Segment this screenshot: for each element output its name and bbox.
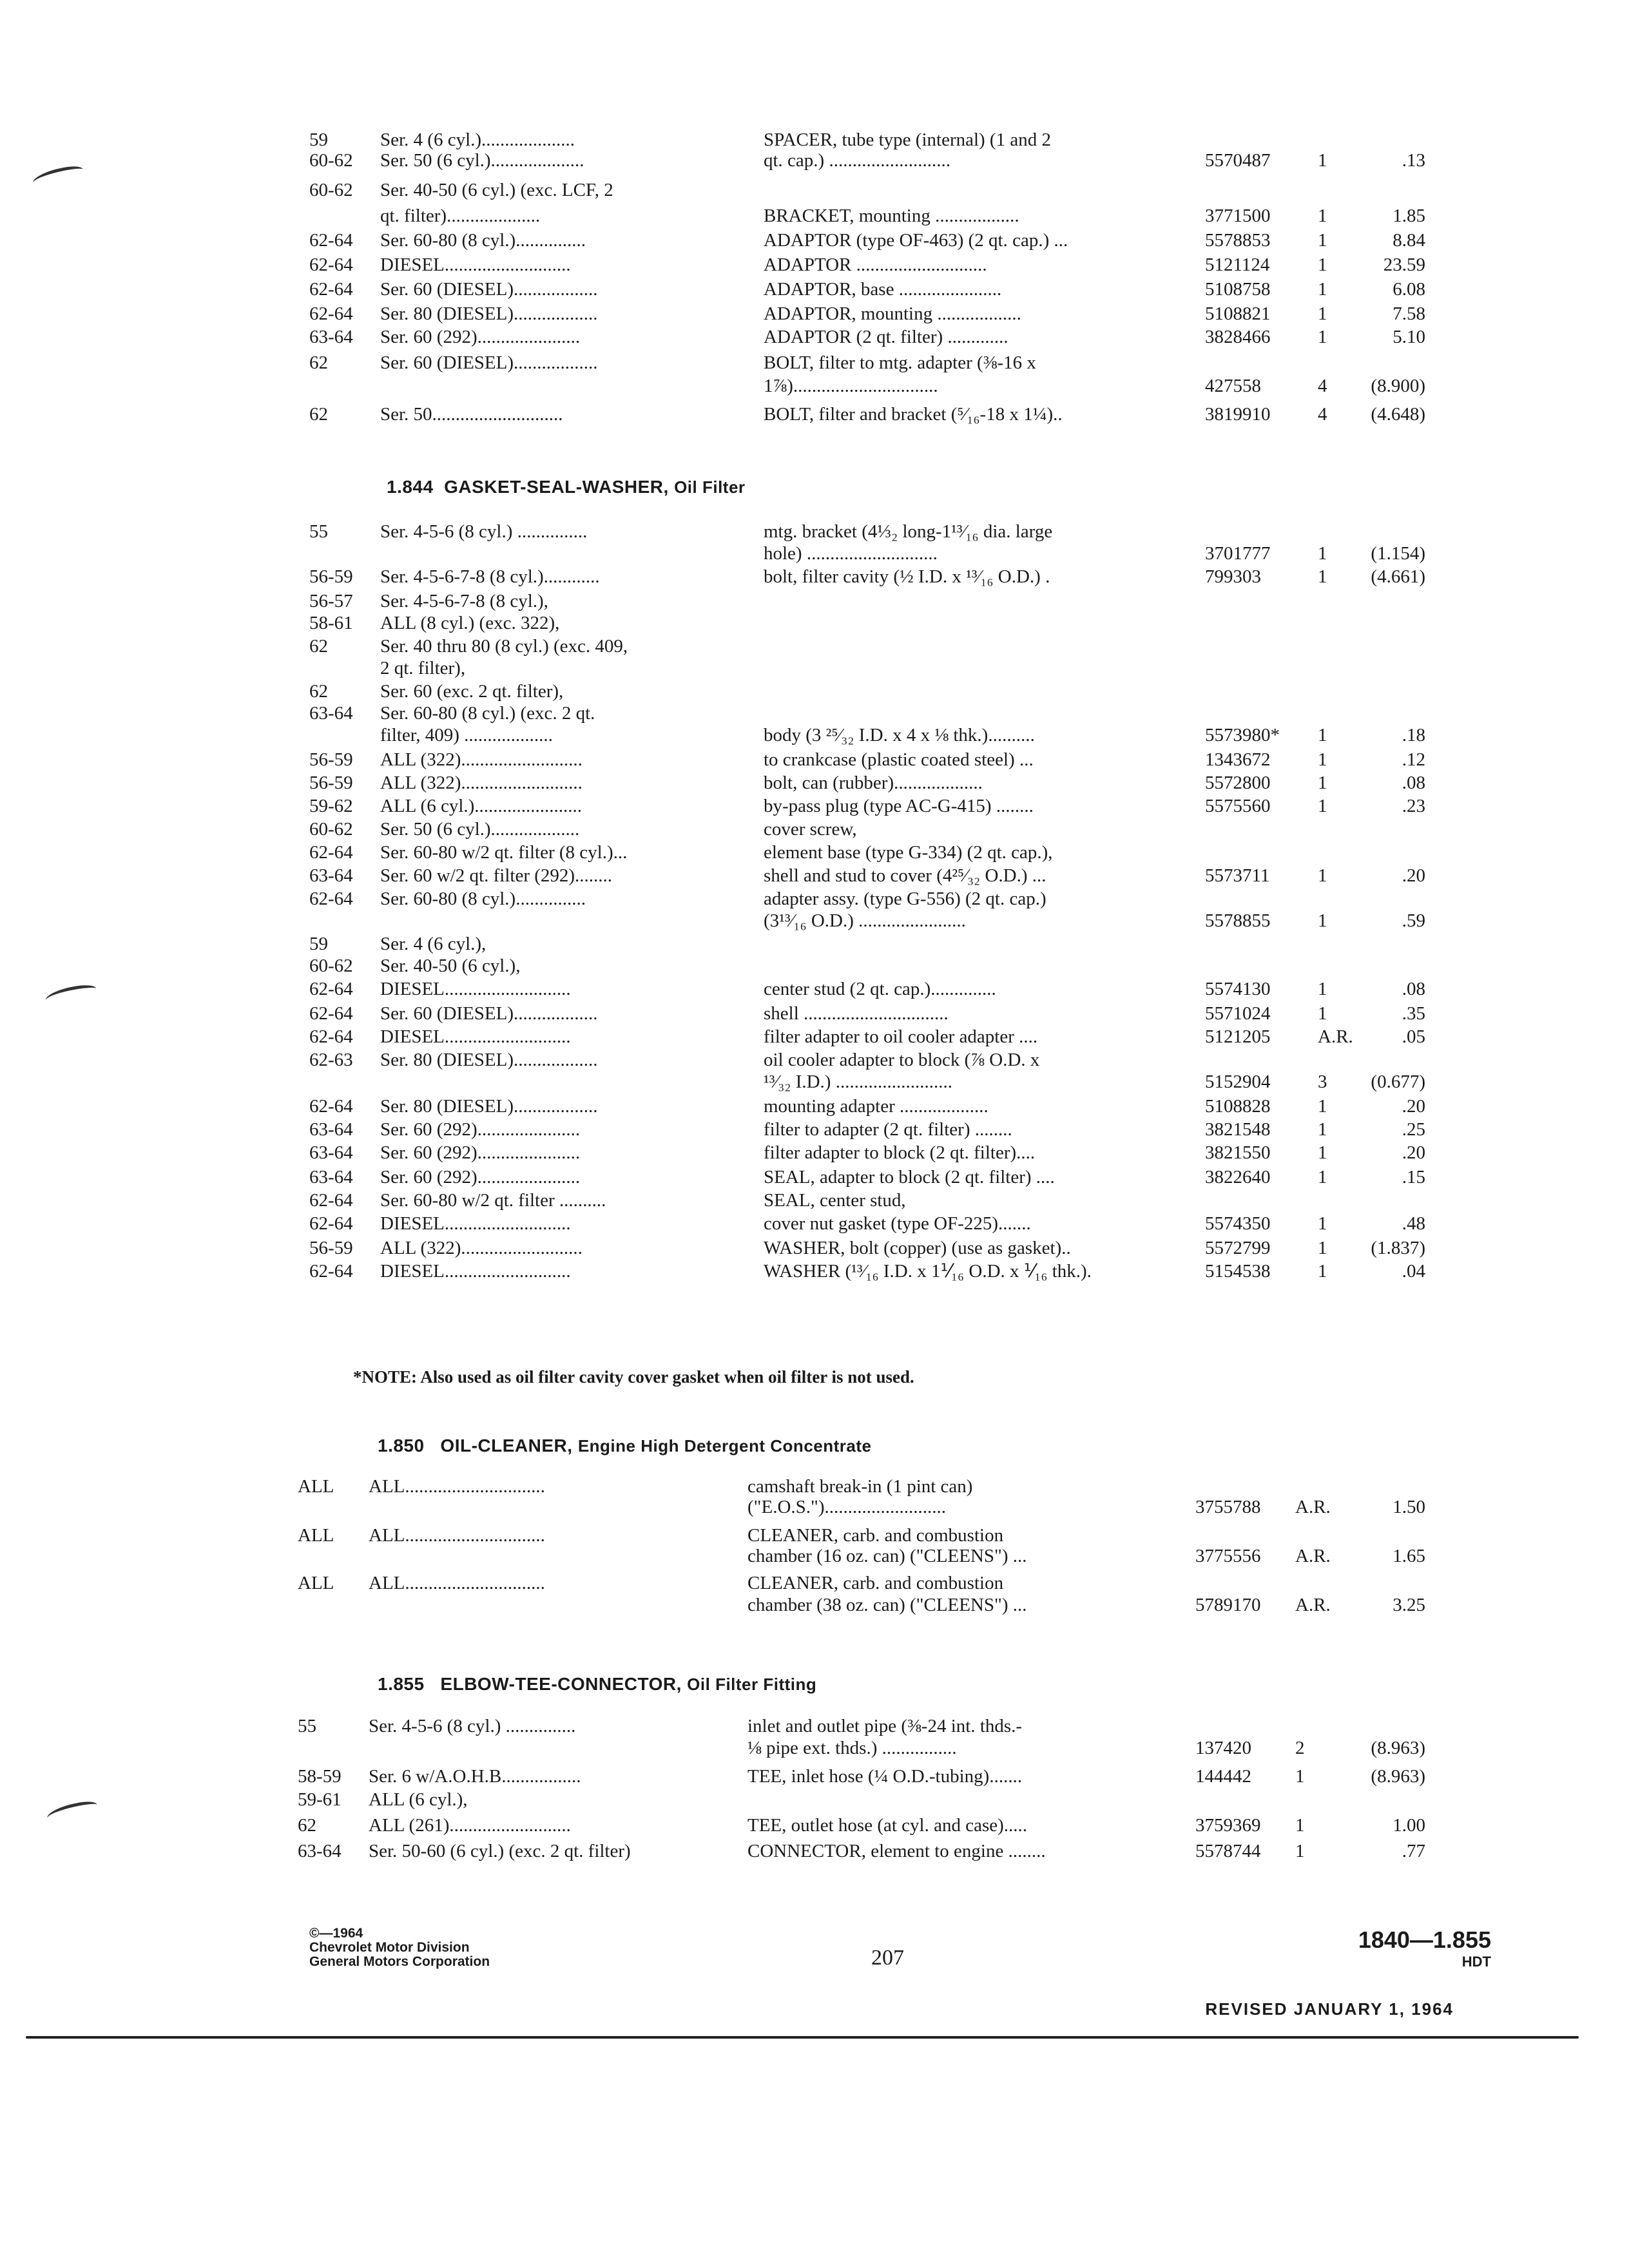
cell-description: mounting adapter ................... [764, 1096, 988, 1117]
cell-application: DIESEL........................... [380, 255, 571, 275]
cell-description: to crankcase (plastic coated steel) ... [764, 749, 1034, 770]
cell-price: 6.08 [1393, 279, 1425, 300]
cell-description: ADAPTOR, mounting .................. [764, 303, 1021, 324]
cell-qty: 1 [1318, 1213, 1327, 1234]
cell-year: 62-64 [309, 1213, 353, 1234]
cell-qty: 1 [1318, 1096, 1327, 1117]
cell-description: TEE, outlet hose (at cyl. and case)..... [747, 1815, 1028, 1836]
cell-part: 3755788 [1195, 1497, 1261, 1517]
cell-description: SPACER, tube type (internal) (1 and 2 [764, 130, 1051, 150]
cell-description: (3¹³⁄₁₆ O.D.) ....................... [764, 910, 966, 931]
cell-price: 7.58 [1393, 303, 1425, 324]
cell-application: Ser. 50-60 (6 cyl.) (exc. 2 qt. filter) [369, 1841, 631, 1861]
cell-qty: 1 [1318, 206, 1327, 226]
cell-year: 60-62 [309, 180, 353, 200]
cell-description: filter adapter to block (2 qt. filter).... [764, 1142, 1036, 1163]
cell-description: 1⅞)............................... [764, 376, 938, 396]
cell-description: oil cooler adapter to block (⅞ O.D. x [764, 1050, 1040, 1070]
copyright-line: Chevrolet Motor Division [309, 1940, 470, 1955]
cell-year: 63-64 [298, 1841, 342, 1861]
cell-price: .13 [1402, 150, 1425, 171]
copyright-block [309, 1927, 490, 1969]
cell-qty: 1 [1318, 773, 1327, 793]
cell-application: DIESEL........................... [380, 979, 571, 999]
cell-price: 1.85 [1393, 206, 1425, 226]
cell-price: 8.84 [1393, 230, 1425, 251]
cell-year: 62-64 [309, 842, 353, 863]
cell-qty: 1 [1318, 796, 1327, 816]
cell-description: shell ............................... [764, 1003, 949, 1024]
cell-application: Ser. 60 (292)...................... [380, 1142, 581, 1163]
section-number: 1.850 [378, 1436, 425, 1456]
cell-part: 5152904 [1205, 1072, 1271, 1092]
cell-application: Ser. 60 (292)...................... [380, 327, 581, 347]
cell-year: 55 [309, 521, 328, 542]
cell-year: 56-59 [309, 773, 353, 793]
cell-application: Ser. 60-80 (8 cyl.)............... [380, 230, 586, 251]
cell-description: hole) ............................ [764, 543, 938, 564]
cell-year: 62 [309, 681, 328, 702]
cell-description: bolt, filter cavity (½ I.D. x ¹³⁄₁₆ O.D.) . [764, 566, 1050, 587]
cell-year: 60-62 [309, 956, 353, 976]
cell-description: qt. cap.) .......................... [764, 150, 950, 171]
cell-price: .08 [1402, 979, 1425, 999]
section-title: ELBOW-TEE-CONNECTOR, [440, 1674, 682, 1694]
cell-description: chamber (38 oz. can) ("CLEENS") ... [747, 1595, 1027, 1615]
section-number: 1.855 [378, 1674, 425, 1694]
cell-year: 63-64 [309, 703, 353, 724]
cell-application: Ser. 60-80 (8 cyl.)............... [380, 889, 586, 909]
cell-price: (1.154) [1371, 543, 1425, 564]
cell-price: (8.900) [1371, 376, 1425, 396]
cell-price: .08 [1402, 773, 1425, 793]
cell-application: Ser. 4 (6 cyl.), [380, 934, 487, 954]
section-1855-heading [378, 1674, 816, 1695]
cell-application: DIESEL........................... [380, 1213, 571, 1234]
cell-price: 3.25 [1393, 1595, 1425, 1615]
cell-qty: 1 [1318, 255, 1327, 275]
cell-qty: 1 [1318, 1167, 1327, 1187]
section-subtitle: Oil Filter [674, 477, 746, 497]
cell-qty: 1 [1318, 1003, 1327, 1024]
cell-description: ("E.O.S.").......................... [747, 1497, 947, 1517]
cell-qty: A.R. [1295, 1595, 1331, 1615]
section-range-block [1358, 1927, 1491, 1970]
cell-part: 5574350 [1205, 1213, 1271, 1234]
cell-year: 59-61 [298, 1789, 342, 1810]
cell-application: Ser. 60-80 w/2 qt. filter (8 cyl.)... [380, 842, 628, 863]
cell-application: qt. filter).................... [380, 206, 541, 226]
cell-application: filter, 409) ................... [380, 725, 553, 745]
cell-year: 59-62 [309, 796, 353, 816]
cell-application: Ser. 40-50 (6 cyl.), [380, 956, 521, 976]
cell-qty: 1 [1318, 303, 1327, 324]
cell-application: DIESEL........................... [380, 1026, 571, 1047]
cell-part: 5578744 [1195, 1841, 1261, 1861]
cell-year: ALL [298, 1476, 334, 1497]
cell-description: BOLT, filter and bracket (⁵⁄₁₆-18 x 1¼).. [764, 404, 1063, 425]
cell-price: 1.00 [1393, 1815, 1425, 1836]
section-subtitle: Oil Filter Fitting [687, 1675, 817, 1694]
cell-application: Ser. 4-5-6-7-8 (8 cyl.)............ [380, 566, 600, 587]
cell-part: 3821550 [1205, 1142, 1271, 1163]
cell-description: chamber (16 oz. can) ("CLEENS") ... [747, 1546, 1027, 1566]
cell-year: 62-64 [309, 1096, 353, 1117]
cell-description: center stud (2 qt. cap.).............. [764, 979, 996, 999]
section-number: 1.844 [387, 477, 434, 497]
cell-year: ALL [298, 1573, 334, 1593]
cell-year: 63-64 [309, 1142, 353, 1163]
cell-year: 62-64 [309, 889, 353, 909]
cell-description: filter to adapter (2 qt. filter) ........ [764, 1119, 1012, 1140]
cell-qty: A.R. [1318, 1026, 1353, 1047]
cell-qty: 2 [1295, 1738, 1305, 1758]
cell-part: 5108828 [1205, 1096, 1271, 1117]
cell-description: ADAPTOR (type OF-463) (2 qt. cap.) ... [764, 230, 1068, 251]
cell-application: ALL (322).......................... [380, 773, 583, 793]
cell-qty: A.R. [1295, 1497, 1331, 1517]
cell-part: 5121124 [1205, 255, 1270, 275]
cell-year: 60-62 [309, 150, 353, 171]
cell-application: ALL (261).......................... [369, 1815, 571, 1836]
cell-application: ALL.............................. [369, 1573, 545, 1593]
cell-description: CLEANER, carb. and combustion [747, 1573, 1004, 1593]
cell-application: ALL (6 cyl.)....................... [380, 796, 583, 816]
cell-part: 144442 [1195, 1766, 1251, 1787]
cell-qty: 1 [1295, 1815, 1305, 1836]
cell-part: 5578855 [1205, 910, 1271, 931]
cell-part: 799303 [1205, 566, 1261, 587]
cell-qty: 1 [1318, 566, 1327, 587]
bottom-rule [26, 2036, 1579, 2039]
copyright-line: General Motors Corporation [309, 1954, 490, 1969]
cell-application: Ser. 50 (6 cyl.).................... [380, 150, 584, 171]
cell-price: .04 [1402, 1261, 1425, 1282]
cell-description: TEE, inlet hose (¼ O.D.-tubing)....... [747, 1766, 1023, 1787]
cell-description: SEAL, center stud, [764, 1190, 906, 1211]
cell-description: cover screw, [764, 819, 857, 840]
cell-description: ADAPTOR, base ...................... [764, 279, 1002, 300]
cell-year: 62-64 [309, 1261, 353, 1282]
cell-description: bolt, can (rubber)................... [764, 773, 983, 793]
cell-price: .59 [1402, 910, 1425, 931]
cell-part: 5575560 [1205, 796, 1271, 816]
cell-year: 62 [298, 1815, 316, 1836]
cell-year: 56-59 [309, 1238, 353, 1258]
cell-year: 62-64 [309, 979, 353, 999]
cell-part: 5154538 [1205, 1261, 1271, 1282]
cell-part: 3819910 [1205, 404, 1271, 425]
cell-description: ¹³⁄₃₂ I.D.) ......................... [764, 1072, 952, 1092]
cell-year: 59 [309, 130, 328, 150]
cell-application: Ser. 60 (DIESEL).................. [380, 279, 598, 300]
cell-year: 62-64 [309, 279, 353, 300]
cell-application: ALL (322).......................... [380, 1238, 583, 1258]
cell-price: 5.10 [1393, 327, 1425, 347]
cell-year: 62-64 [309, 1026, 353, 1047]
cell-part: 5573711 [1205, 865, 1270, 886]
footnote: *NOTE: Also used as oil filter cavity cover gasket when oil filter is not used. [353, 1367, 914, 1387]
cell-qty: 1 [1295, 1766, 1305, 1787]
cell-application: ALL (6 cyl.), [369, 1789, 468, 1810]
cell-year: 62 [309, 404, 328, 425]
section-1844-heading [387, 477, 746, 497]
cell-application: Ser. 60-80 (8 cyl.) (exc. 2 qt. [380, 703, 595, 724]
cell-qty: 1 [1318, 230, 1327, 251]
cell-qty: 1 [1318, 1261, 1327, 1282]
cell-part: 3828466 [1205, 327, 1271, 347]
cell-qty: 1 [1318, 865, 1327, 886]
cell-application: Ser. 50 (6 cyl.)................... [380, 819, 580, 840]
binder-mark [45, 1799, 99, 1824]
cell-application: Ser. 60 (292)...................... [380, 1167, 581, 1187]
cell-price: 1.65 [1393, 1546, 1425, 1566]
cell-description: camshaft break-in (1 pint can) [747, 1476, 973, 1497]
cell-application: Ser. 80 (DIESEL).................. [380, 1096, 598, 1117]
cell-year: 59 [309, 934, 328, 954]
binder-mark [31, 164, 84, 189]
cell-price: (4.661) [1371, 566, 1425, 587]
cell-part: 5573980* [1205, 725, 1280, 745]
cell-price: (8.963) [1371, 1766, 1425, 1787]
cell-application: Ser. 40-50 (6 cyl.) (exc. LCF, 2 [380, 180, 613, 200]
cell-part: 427558 [1205, 376, 1261, 396]
cell-qty: 1 [1318, 910, 1327, 931]
cell-price: .20 [1402, 1142, 1425, 1163]
cell-year: 56-59 [309, 566, 353, 587]
cell-description: BOLT, filter to mtg. adapter (⅜-16 x [764, 352, 1036, 373]
cell-qty: 1 [1318, 749, 1327, 770]
cell-description: inlet and outlet pipe (⅜-24 int. thds.- [747, 1716, 1023, 1736]
cell-year: 56-59 [309, 749, 353, 770]
cell-part: 3822640 [1205, 1167, 1271, 1187]
cell-year: 58-59 [298, 1766, 342, 1787]
cell-qty: 1 [1318, 1238, 1327, 1258]
cell-description: filter adapter to oil cooler adapter .... [764, 1026, 1038, 1047]
cell-application: Ser. 4 (6 cyl.).................... [380, 130, 575, 150]
cell-year: 62-64 [309, 230, 353, 251]
cell-year: 62-64 [309, 1190, 353, 1211]
cell-price: .23 [1402, 796, 1425, 816]
cell-qty: 1 [1318, 327, 1327, 347]
cell-application: Ser. 80 (DIESEL).................. [380, 1050, 598, 1070]
cell-price: .25 [1402, 1119, 1425, 1140]
cell-part: 1343672 [1205, 749, 1271, 770]
cell-application: DIESEL........................... [380, 1261, 571, 1282]
cell-price: .77 [1402, 1841, 1425, 1861]
cell-year: 62-64 [309, 303, 353, 324]
binder-mark [44, 983, 98, 1006]
page-number: 207 [871, 1946, 904, 1970]
cell-application: Ser. 60 (DIESEL).................. [380, 1003, 598, 1024]
cell-description: cover nut gasket (type OF-225)....... [764, 1213, 1031, 1234]
cell-year: 62-63 [309, 1050, 353, 1070]
cell-price: .12 [1402, 749, 1425, 770]
cell-price: (8.963) [1371, 1738, 1425, 1758]
cell-application: Ser. 4-5-6 (8 cyl.) ............... [380, 521, 588, 542]
cell-price: (1.837) [1371, 1238, 1425, 1258]
cell-description: adapter assy. (type G-556) (2 qt. cap.) [764, 889, 1046, 909]
cell-year: 62 [309, 636, 328, 657]
cell-part: 5578853 [1205, 230, 1271, 251]
cell-part: 5108758 [1205, 279, 1271, 300]
cell-qty: 1 [1318, 279, 1327, 300]
cell-price: .48 [1402, 1213, 1425, 1234]
cell-part: 5789170 [1195, 1595, 1261, 1615]
cell-price: .05 [1402, 1026, 1425, 1047]
cell-price: (0.677) [1371, 1072, 1425, 1092]
cell-application: 2 qt. filter), [380, 658, 466, 678]
cell-description: shell and stud to cover (4²⁵⁄₃₂ O.D.) ... [764, 865, 1046, 886]
cell-application: Ser. 60 (DIESEL).................. [380, 352, 598, 373]
cell-application: Ser. 4-5-6 (8 cyl.) ............... [369, 1716, 576, 1736]
cell-application: Ser. 80 (DIESEL).................. [380, 303, 598, 324]
cell-application: ALL (322).......................... [380, 749, 583, 770]
cell-year: 63-64 [309, 865, 353, 886]
cell-part: 3775556 [1195, 1546, 1261, 1566]
section-1850-heading [378, 1436, 871, 1456]
copyright-line: ©—1964 [309, 1926, 363, 1941]
section-range: 1840—1.855 [1358, 1927, 1491, 1953]
revision-date: REVISED JANUARY 1, 1964 [1205, 1999, 1454, 2019]
cell-application: Ser. 4-5-6-7-8 (8 cyl.), [380, 591, 548, 611]
cell-year: 56-57 [309, 591, 353, 611]
cell-application: Ser. 60-80 w/2 qt. filter .......... [380, 1190, 606, 1211]
cell-application: Ser. 50............................ [380, 404, 563, 425]
cell-year: ALL [298, 1525, 334, 1546]
cell-year: 55 [298, 1716, 316, 1736]
cell-part: 5571024 [1205, 1003, 1271, 1024]
cell-description: mtg. bracket (4⅓₂ long-1¹³⁄₁₆ dia. large [764, 521, 1053, 542]
cell-price: .20 [1402, 865, 1425, 886]
cell-description: BRACKET, mounting .................. [764, 206, 1019, 226]
cell-price: 23.59 [1383, 255, 1425, 275]
cell-part: 5574130 [1205, 979, 1271, 999]
section-title: OIL-CLEANER, [440, 1436, 573, 1456]
cell-price: 1.50 [1393, 1497, 1425, 1517]
cell-price: .15 [1402, 1167, 1425, 1187]
cell-description: body (3 ²⁵⁄₃₂ I.D. x 4 x ⅛ thk.).......... [764, 725, 1035, 745]
cell-part: 3821548 [1205, 1119, 1271, 1140]
cell-qty: 1 [1318, 1142, 1327, 1163]
cell-application: Ser. 60 (exc. 2 qt. filter), [380, 681, 564, 702]
cell-application: Ser. 60 (292)...................... [380, 1119, 581, 1140]
cell-description: ADAPTOR ............................ [764, 255, 987, 275]
cell-qty: 4 [1318, 376, 1327, 396]
cell-qty: 1 [1295, 1841, 1305, 1861]
cell-description: WASHER (¹³⁄₁₆ I.D. x 1⅟₁₆ O.D. x ⅟₁₆ thk.). [764, 1261, 1092, 1282]
cell-part: 3759369 [1195, 1815, 1261, 1836]
cell-description: ⅛ pipe ext. thds.) ................ [747, 1738, 957, 1758]
cell-description: SEAL, adapter to block (2 qt. filter) .... [764, 1167, 1055, 1187]
cell-part: 3701777 [1205, 543, 1271, 564]
cell-part: 3771500 [1205, 206, 1271, 226]
cell-description: CLEANER, carb. and combustion [747, 1525, 1004, 1546]
cell-price: .18 [1402, 725, 1425, 745]
cell-price: (4.648) [1371, 404, 1425, 425]
cell-year: 63-64 [309, 1119, 353, 1140]
cell-description: ADAPTOR (2 qt. filter) ............. [764, 327, 1008, 347]
cell-qty: 1 [1318, 725, 1327, 745]
cell-part: 5570487 [1205, 150, 1271, 171]
cell-application: Ser. 6 w/A.O.H.B................. [369, 1766, 581, 1787]
cell-qty: 4 [1318, 404, 1327, 425]
cell-part: 5572799 [1205, 1238, 1271, 1258]
cell-description: element base (type G-334) (2 qt. cap.), [764, 842, 1053, 863]
cell-application: ALL.............................. [369, 1525, 545, 1546]
cell-description: WASHER, bolt (copper) (use as gasket).. [764, 1238, 1071, 1258]
cell-price: .35 [1402, 1003, 1425, 1024]
cell-year: 63-64 [309, 327, 353, 347]
cell-part: 137420 [1195, 1738, 1251, 1758]
cell-qty: 1 [1318, 979, 1327, 999]
cell-qty: 1 [1318, 150, 1327, 171]
cell-application: ALL.............................. [369, 1476, 545, 1497]
catalog-code: HDT [1461, 1954, 1491, 1970]
cell-year: 62-64 [309, 1003, 353, 1024]
cell-year: 62 [309, 352, 328, 373]
cell-price: .20 [1402, 1096, 1425, 1117]
cell-qty: 1 [1318, 1119, 1327, 1140]
section-title: GASKET-SEAL-WASHER, [444, 477, 669, 497]
cell-description: by-pass plug (type AC-G-415) ........ [764, 796, 1034, 816]
cell-qty: A.R. [1295, 1546, 1331, 1566]
cell-description: CONNECTOR, element to engine ........ [747, 1841, 1046, 1861]
cell-application: ALL (8 cyl.) (exc. 322), [380, 613, 560, 633]
cell-year: 58-61 [309, 613, 353, 633]
cell-qty: 3 [1318, 1072, 1327, 1092]
cell-application: Ser. 60 w/2 qt. filter (292)........ [380, 865, 613, 886]
cell-part: 5108821 [1205, 303, 1271, 324]
cell-qty: 1 [1318, 543, 1327, 564]
cell-part: 5121205 [1205, 1026, 1271, 1047]
cell-part: 5572800 [1205, 773, 1271, 793]
cell-year: 60-62 [309, 819, 353, 840]
cell-year: 62-64 [309, 255, 353, 275]
cell-year: 63-64 [309, 1167, 353, 1187]
section-subtitle: Engine High Detergent Concentrate [577, 1436, 872, 1456]
cell-application: Ser. 40 thru 80 (8 cyl.) (exc. 409, [380, 636, 628, 657]
